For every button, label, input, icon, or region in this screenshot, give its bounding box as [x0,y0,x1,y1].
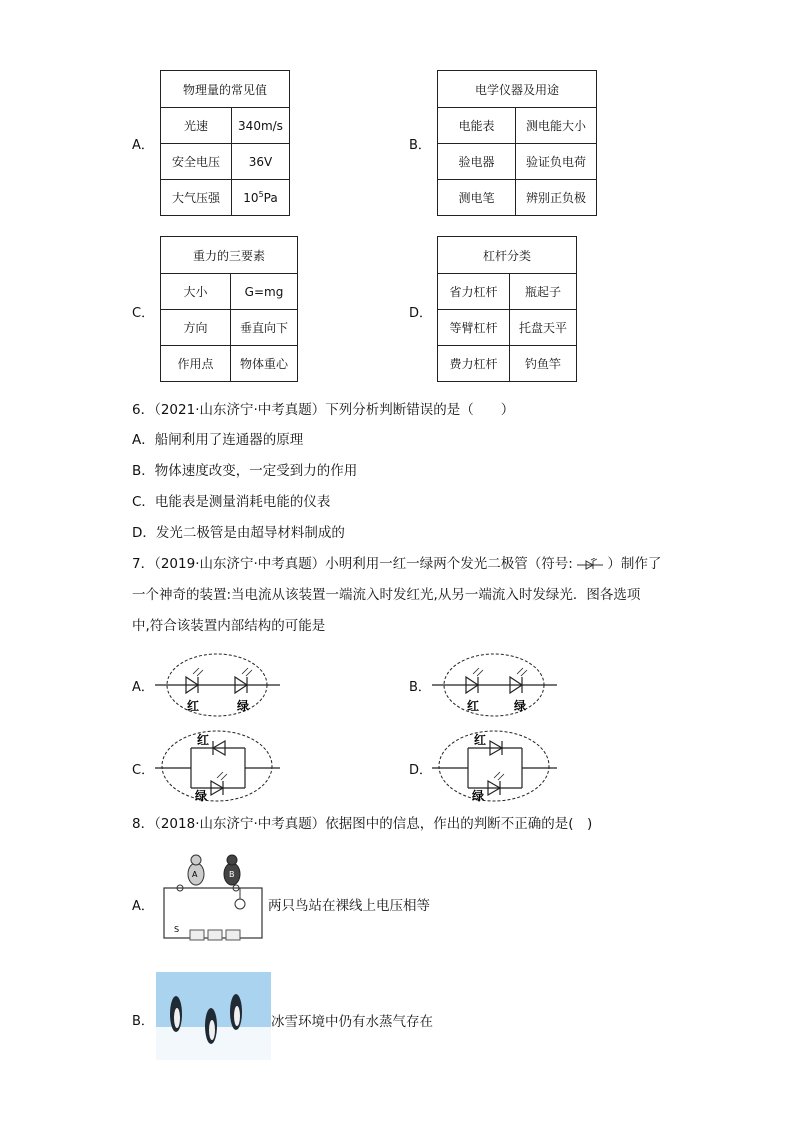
table-cell: 等臂杠杆 [438,310,510,346]
q8-option-a-birds-circuit-image[interactable] [158,848,268,948]
table-cell: 光速 [161,108,232,144]
q5-option-b-label: B． [409,138,431,153]
led-symbol-icon [577,558,603,570]
q7-option-b-label: B． [409,680,431,695]
svg-text:A: A [192,870,198,879]
q5-option-a-label: A． [132,138,154,153]
table-cell: 电能表 [438,108,516,144]
table-cell: 方向 [161,310,231,346]
q5-option-c-label: C． [132,306,155,321]
q7-option-a-circuit[interactable] [155,650,280,720]
green-label: 绿 [195,789,208,803]
q5-option-c-table [160,236,298,382]
table-cell: 安全电压 [161,144,232,180]
q6-option-d[interactable]: D．发光二极管是由超导材料制成的 [132,525,345,541]
svg-text:B: B [229,870,235,879]
q8-stem: 8．（2018·山东济宁·中考真题）依据图中的信息，作出的判断不正确的是( ) [132,816,593,832]
q7-option-c-circuit[interactable] [155,728,280,803]
bird-b-icon [224,855,240,885]
q7-stem-line1: 7．（2019·山东济宁·中考真题）小明利用一红一绿两个发光二极管（符号: ）制作了 [132,556,662,572]
table-cell: 垂直向下 [231,310,298,346]
q7-option-d-circuit[interactable] [432,728,557,803]
q8-option-a-text: 两只鸟站在裸线上电压相等 [268,898,430,914]
green-label: 绿 [472,789,485,803]
table-title: 电学仪器及用途 [438,71,597,108]
battery-icon [190,930,240,940]
table-cell: 大气压强 [161,180,232,216]
q5-option-a-table [160,70,290,216]
red-label: 红 [467,699,480,713]
table-title: 杠杆分类 [438,237,577,274]
table-cell: 辨别正负极 [516,180,597,216]
q8-option-b-label: B． [132,1014,154,1029]
q7-option-b-circuit[interactable] [432,650,557,720]
table-title: 物理量的常见值 [161,71,290,108]
q7-option-a-label: A． [132,680,154,695]
bird-a-icon [188,855,204,885]
switch-label: S [174,925,180,934]
table-cell: 钓鱼竿 [510,346,577,382]
green-label: 绿 [237,699,250,713]
table-cell: G=mg [231,274,298,310]
table-title: 重力的三要素 [161,237,298,274]
table-cell: 作用点 [161,346,231,382]
q5-option-b-table [437,70,597,216]
red-label: 红 [187,699,200,713]
table-cell: 验证负电荷 [516,144,597,180]
table-cell: 测电笔 [438,180,516,216]
table-cell: 省力杠杆 [438,274,510,310]
q6-option-b[interactable]: B．物体速度改变，一定受到力的作用 [132,463,358,479]
table-cell: 测电能大小 [516,108,597,144]
q6-option-a[interactable]: A．船闸利用了连通器的原理 [132,432,304,448]
table-cell: 340m/s [232,108,290,144]
table-cell: 费力杠杆 [438,346,510,382]
table-cell: 36V [232,144,290,180]
q5-option-d-table [437,236,577,382]
table-cell: 托盘天平 [510,310,577,346]
q7-option-c-label: C． [132,763,155,778]
q5-option-d-label: D． [409,306,433,321]
red-label: 红 [197,733,210,747]
table-cell-pressure: $10^5Pa$ [232,180,290,216]
table-cell: 物体重心 [231,346,298,382]
table-cell: 验电器 [438,144,516,180]
table-cell: 大小 [161,274,231,310]
q6-stem: 6．（2021·山东济宁·中考真题）下列分析判断错误的是（ ） [132,402,515,418]
q8-option-b-penguins-image[interactable] [156,972,271,1060]
q7-option-d-label: D． [409,763,433,778]
q7-stem-line2: 一个神奇的装置:当电流从该装置一端流入时发红光,从另一端流入时发绿光．图各选项 [132,587,641,603]
q8-option-b-text: 冰雪环境中仍有水蒸气存在 [271,1014,433,1030]
q7-stem-line3: 中,符合该装置内部结构的可能是 [132,618,326,634]
q8-option-a-label: A． [132,899,154,914]
green-label: 绿 [514,699,527,713]
q6-option-c[interactable]: C．电能表是测量消耗电能的仪表 [132,494,331,510]
table-cell: 瓶起子 [510,274,577,310]
red-label: 红 [474,733,487,747]
